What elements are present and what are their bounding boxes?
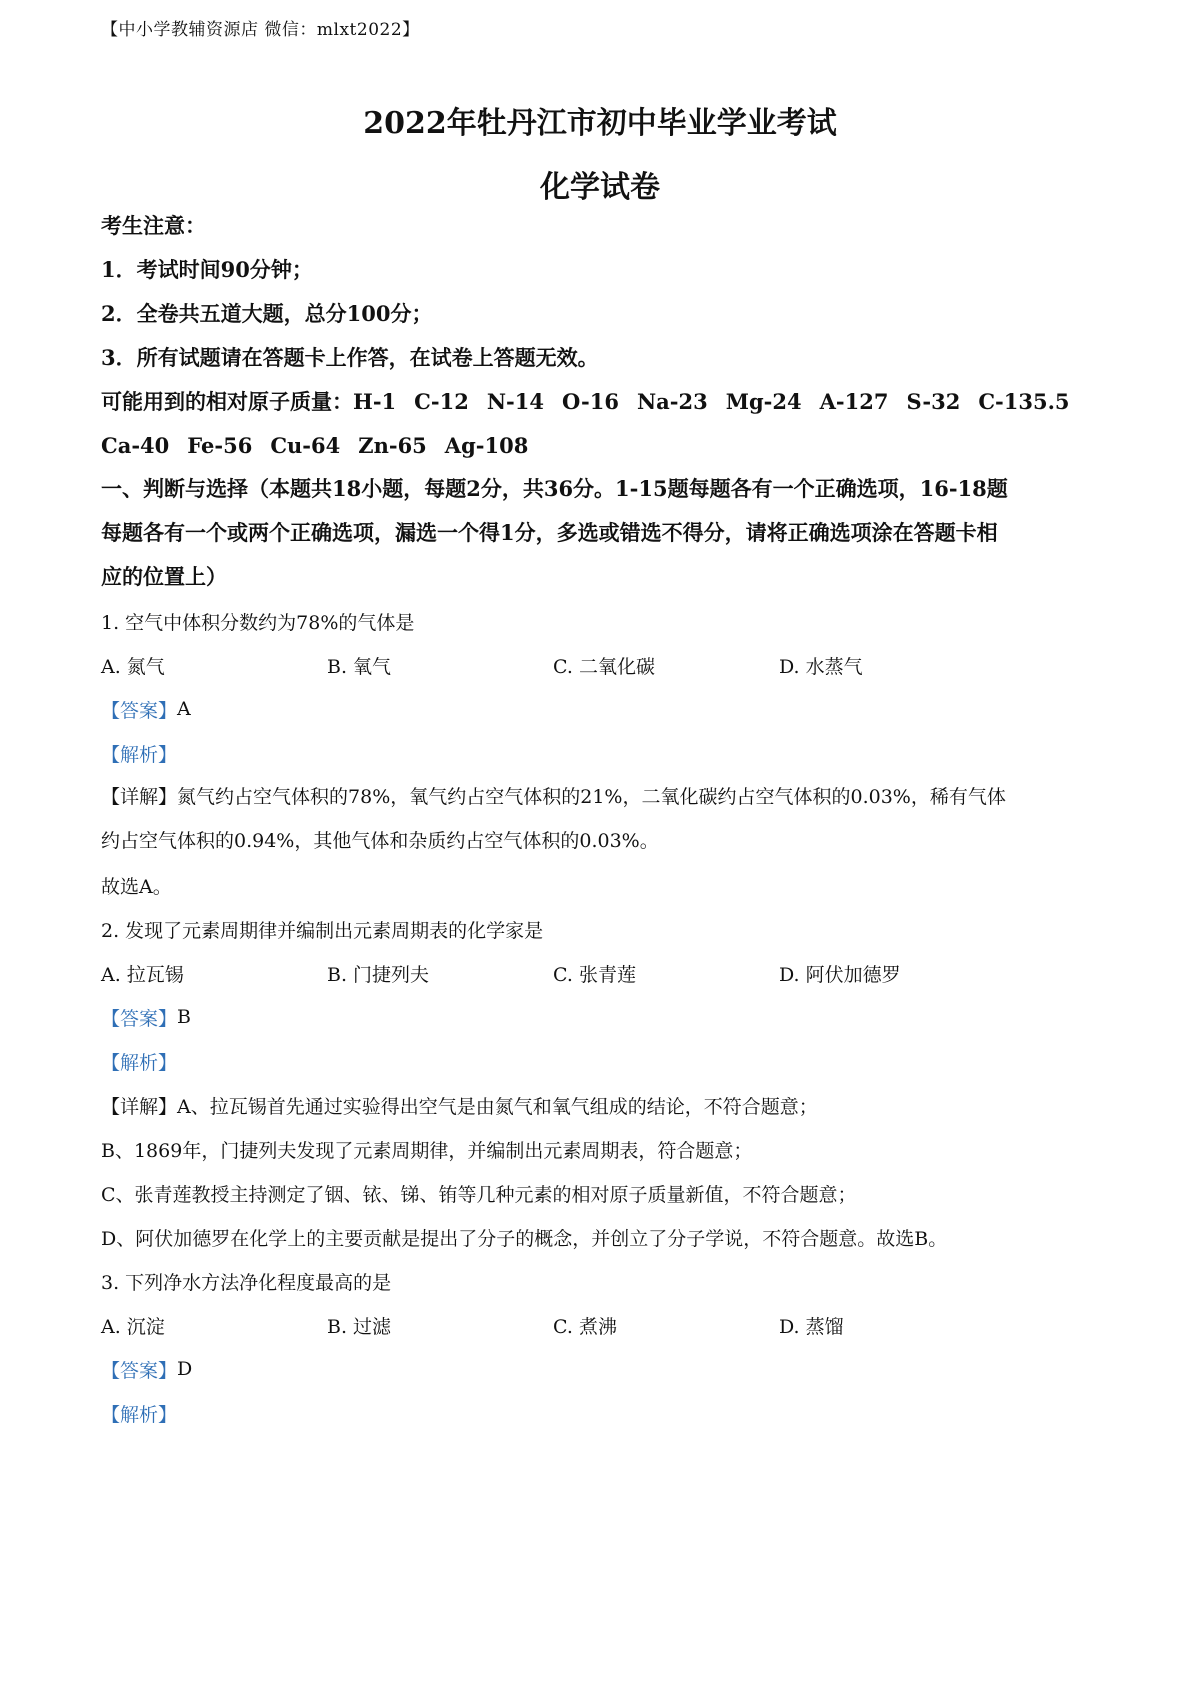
question-options bbox=[101, 643, 1101, 687]
atomic-masses-label: 可能用到的相对原子质量： bbox=[101, 389, 353, 414]
atomic-mass: C-12 bbox=[414, 388, 469, 414]
option-d: D. 水蒸气 bbox=[779, 655, 863, 678]
atomic-mass: C-135.5 bbox=[978, 388, 1070, 414]
option-d: D. 阿伏加德罗 bbox=[779, 963, 901, 986]
option-c: C. 煮沸 bbox=[553, 1315, 617, 1338]
detail-tag: 【详解】 bbox=[101, 1095, 178, 1118]
atomic-mass: Zn-65 bbox=[358, 432, 427, 458]
answer-tag: 【答案】 bbox=[101, 699, 178, 722]
option-a: A. 拉瓦锡 bbox=[101, 963, 184, 986]
page-subtitle: 化学试卷 bbox=[540, 170, 660, 205]
atomic-masses-line-1 bbox=[101, 379, 1101, 423]
answer-line bbox=[101, 1347, 1101, 1391]
option-b: B. 门捷列夫 bbox=[327, 963, 430, 986]
answer-line bbox=[101, 995, 1101, 1039]
atomic-mass: A-127 bbox=[819, 388, 889, 414]
detail-conclusion: 故选A。 bbox=[101, 875, 172, 898]
detail-line: B、1869年，门捷列夫发现了元素周期律，并编制出元素周期表，符合题意； bbox=[101, 1139, 753, 1162]
answer-tag: 【答案】 bbox=[101, 1359, 178, 1382]
option-d: D. 蒸馏 bbox=[779, 1315, 844, 1338]
analysis-tag: 【解析】 bbox=[101, 1051, 178, 1074]
question-stem: 2. 发现了元素周期律并编制出元素周期表的化学家是 bbox=[101, 919, 544, 942]
notice-item: 2．全卷共五道大题，总分100分； bbox=[101, 301, 433, 326]
notice-item: 1．考试时间90分钟； bbox=[101, 257, 313, 282]
question-stem: 1. 空气中体积分数约为78%的气体是 bbox=[101, 611, 415, 634]
analysis-tag: 【解析】 bbox=[101, 743, 178, 766]
atomic-mass: H-1 bbox=[353, 388, 397, 414]
atomic-mass: S-32 bbox=[906, 388, 961, 414]
answer-value: D bbox=[177, 1358, 193, 1380]
answer-value: B bbox=[177, 1006, 191, 1028]
answer-value: A bbox=[177, 698, 191, 720]
atomic-mass: Fe-56 bbox=[187, 432, 253, 458]
question-options bbox=[101, 951, 1101, 995]
page-title: 2022年牡丹江市初中毕业学业考试 bbox=[363, 106, 837, 141]
notice-item: 3．所有试题请在答题卡上作答，在试卷上答题无效。 bbox=[101, 345, 599, 370]
atomic-mass: Mg-24 bbox=[725, 388, 802, 414]
option-c: C. 二氧化碳 bbox=[553, 655, 655, 678]
answer-tag: 【答案】 bbox=[101, 1007, 178, 1030]
exam-content bbox=[101, 203, 1101, 1435]
question-options bbox=[101, 1303, 1101, 1347]
answer-line bbox=[101, 687, 1101, 731]
question-stem: 3. 下列净水方法净化程度最高的是 bbox=[101, 1271, 392, 1294]
option-a: A. 沉淀 bbox=[101, 1315, 165, 1338]
option-b: B. 氧气 bbox=[327, 655, 392, 678]
detail-text: 氮气约占空气体积的78%，氧气约占空气体积的21%，二氧化碳约占空气体积的0.03%，稀有气体约占空气体积的0.94%，其他气体和杂质约占空气体积的0.03%。 bbox=[101, 786, 1006, 852]
atomic-mass: Ca-40 bbox=[101, 432, 170, 458]
analysis-tag: 【解析】 bbox=[101, 1403, 178, 1426]
option-c: C. 张青莲 bbox=[553, 963, 636, 986]
atomic-mass: Ag-108 bbox=[444, 432, 529, 458]
option-b: B. 过滤 bbox=[327, 1315, 392, 1338]
atomic-mass: Cu-64 bbox=[270, 432, 341, 458]
atomic-masses-line-2 bbox=[101, 423, 1101, 467]
notice-heading: 考生注意： bbox=[101, 213, 206, 238]
section-heading: 一、判断与选择（本题共18小题，每题2分，共36分。1-15题每题各有一个正确选项，16-18题每题各有一个或两个正确选项，漏选一个得1分，多选或错选不得分，请将正确选项涂在答题卡相应的位置上） bbox=[101, 476, 1008, 589]
detail-line: C、张青莲教授主持测定了铟、铱、锑、铕等几种元素的相对原子质量新值，不符合题意； bbox=[101, 1183, 857, 1206]
detail-paragraph bbox=[101, 775, 1013, 863]
atomic-mass: O-16 bbox=[561, 388, 619, 414]
detail-line bbox=[101, 1083, 1101, 1127]
atomic-mass: Na-23 bbox=[636, 388, 708, 414]
header-note: 【中小学教辅资源店 微信：mlxt2022】 bbox=[101, 20, 420, 40]
detail-tag: 【详解】 bbox=[101, 786, 178, 808]
atomic-mass: N-14 bbox=[486, 388, 544, 414]
detail-line: D、阿伏加德罗在化学上的主要贡献是提出了分子的概念，并创立了分子学说，不符合题意。故选B。 bbox=[101, 1227, 948, 1250]
detail-text: A、拉瓦锡首先通过实验得出空气是由氮气和氧气组成的结论，不符合题意； bbox=[177, 1095, 818, 1118]
option-a: A. 氮气 bbox=[101, 655, 165, 678]
